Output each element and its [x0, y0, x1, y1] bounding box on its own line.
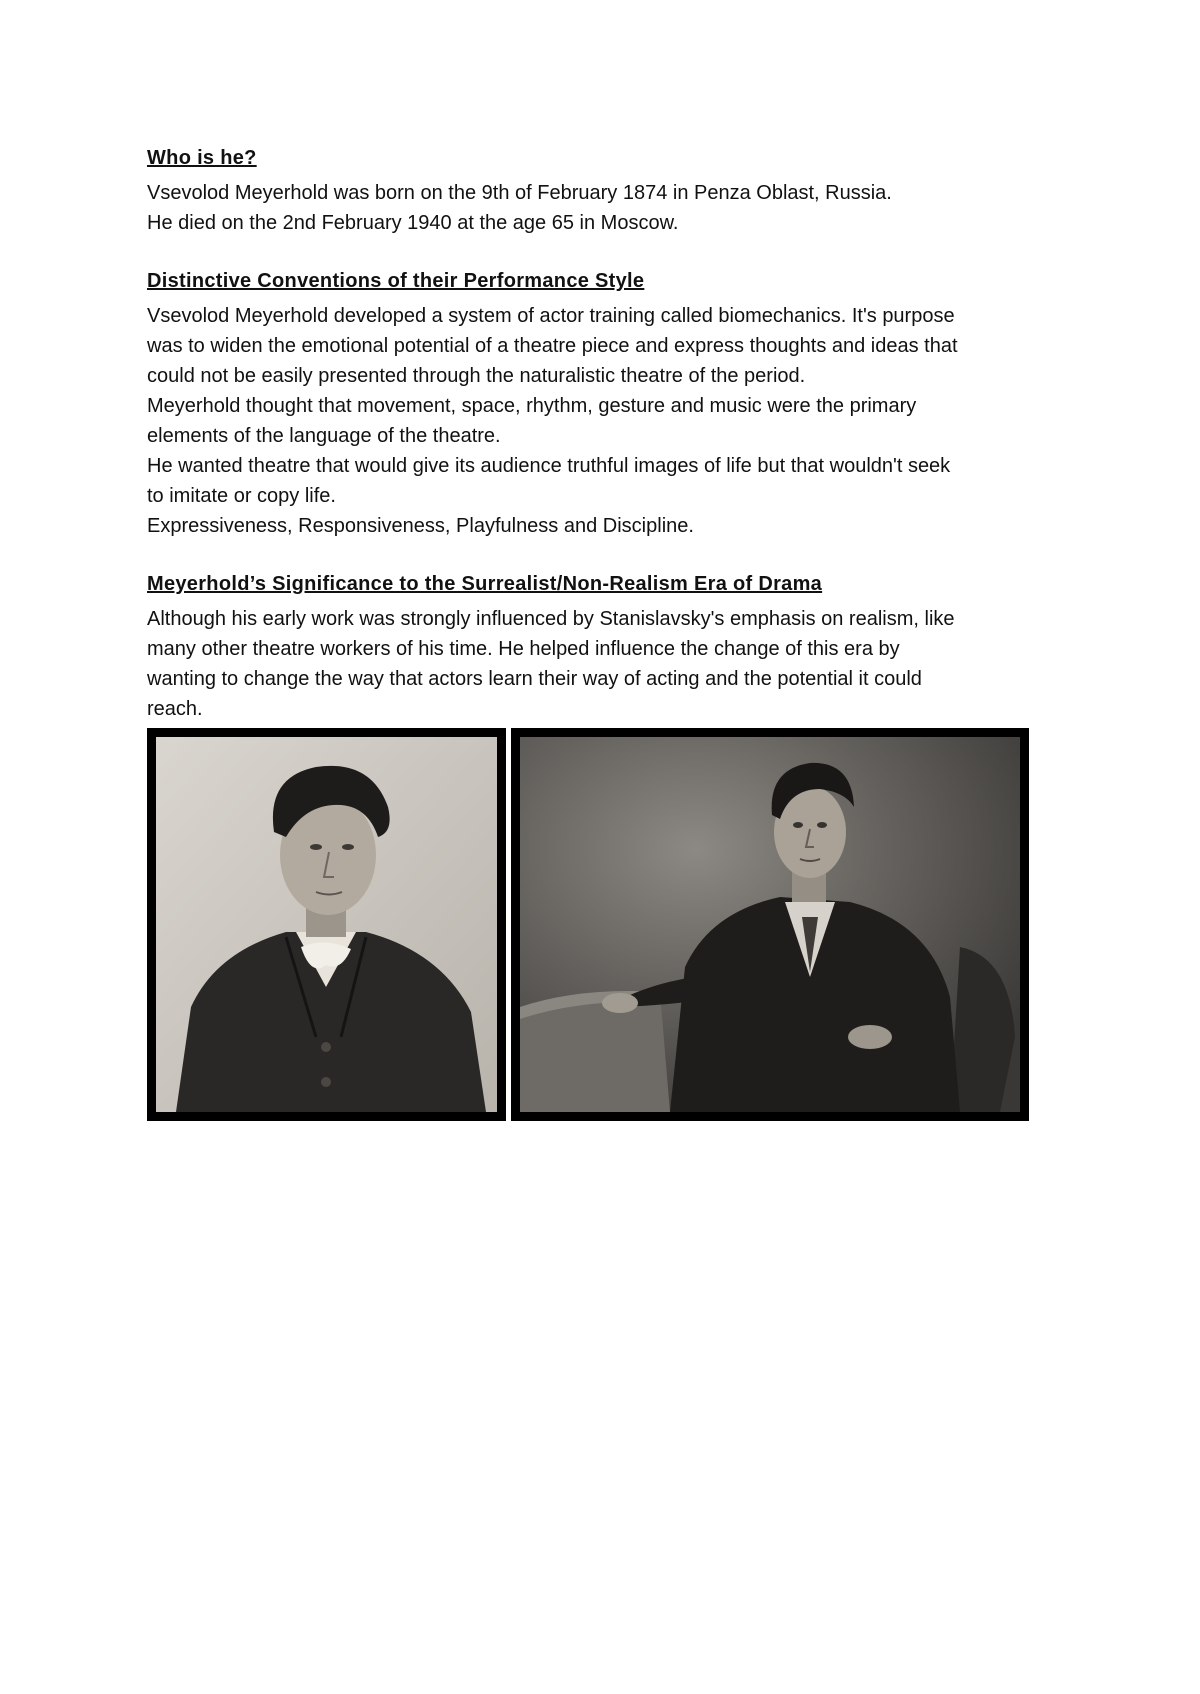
portrait-photo-icon	[147, 728, 506, 1121]
paragraph-line: reach.	[147, 698, 203, 720]
heading-who-is-he: Who is he?	[147, 147, 257, 169]
paragraph-line: Vsevolod Meyerhold developed a system of actor training called biomechanics. It's purpose	[147, 305, 955, 327]
heading-significance: Meyerhold’s Significance to the Surrealist/Non-Realism Era of Drama	[147, 573, 823, 595]
paragraph-line: could not be easily presented through the naturalistic theatre of the period.	[147, 365, 806, 387]
paragraph-line: many other theatre workers of his time. He helped influence the change of this era by	[147, 638, 900, 660]
paragraph-line: He died on the 2nd February 1940 at the age 65 in Moscow.	[147, 212, 679, 234]
heading-distinctive-conventions: Distinctive Conventions of their Performance Style	[147, 270, 645, 292]
paragraph-line: wanting to change the way that actors learn their way of acting and the potential it could	[147, 668, 922, 690]
paragraph-line: to imitate or copy life.	[147, 485, 336, 507]
paragraph-line: was to widen the emotional potential of a theatre piece and express thoughts and ideas that	[147, 335, 958, 357]
photo-row	[147, 728, 1029, 1121]
paragraph-line: Although his early work was strongly influenced by Stanislavsky's emphasis on realism, like	[147, 608, 955, 630]
paragraph-line: elements of the language of the theatre.	[147, 425, 501, 447]
paragraph-line: Meyerhold thought that movement, space, rhythm, gesture and music were the primary	[147, 395, 917, 417]
paragraph-line: Vsevolod Meyerhold was born on the 9th of February 1874 in Penza Oblast, Russia.	[147, 182, 892, 204]
paragraph-line: He wanted theatre that would give its audience truthful images of life but that wouldn't seek	[147, 455, 951, 477]
paragraph-line: Expressiveness, Responsiveness, Playfulness and Discipline.	[147, 515, 694, 537]
document-body	[147, 143, 1077, 724]
seated-portrait-photo-icon	[511, 728, 1029, 1121]
